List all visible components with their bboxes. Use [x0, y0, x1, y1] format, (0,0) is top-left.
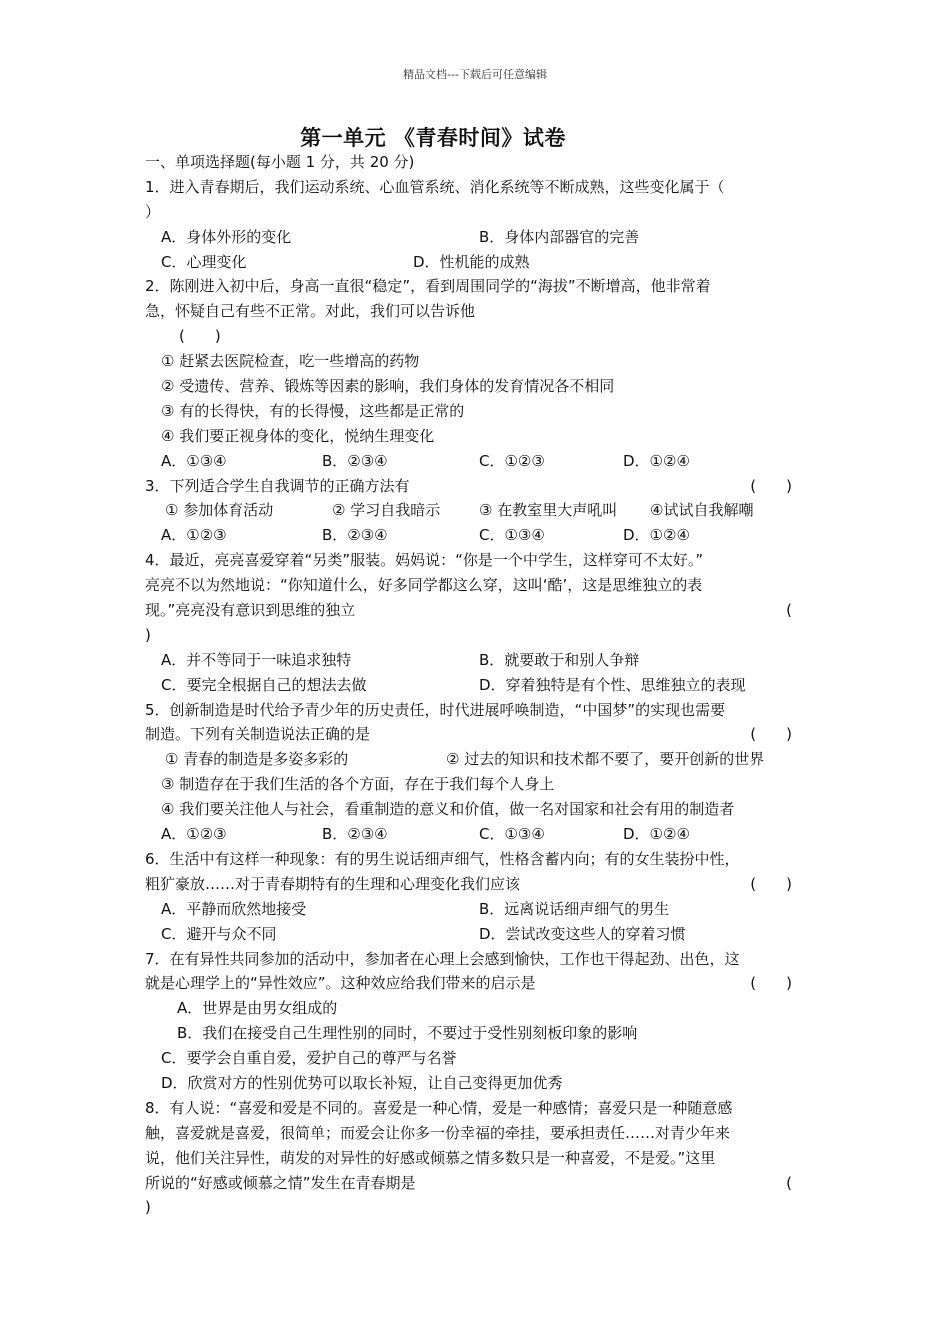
question-8-stem: 触，喜爱就是喜爱，很简单；而爱会让你多一份幸福的牵挂，要承担责任……对青少年来 — [145, 1123, 731, 1142]
page-header: 精品文档---下载后可任意编辑 — [403, 68, 547, 81]
q4-option-c: C．要完全根据自己的想法去做 — [161, 675, 367, 694]
answer-bracket: ( ) — [750, 874, 792, 893]
q2-statement-2: ② 受遗传、营养、锻炼等因素的影响，我们身体的发育情况各不相同 — [161, 377, 615, 396]
q5-statement-2: ② 过去的知识和技术都不要了，要开创新的世界 — [446, 750, 765, 769]
answer-bracket: ( ) — [179, 327, 221, 346]
q2-option-d: D．①②④ — [623, 451, 690, 470]
answer-bracket-open: ( — [786, 601, 792, 620]
q1-option-b: B．身体内部器官的完善 — [479, 227, 640, 246]
q3-option-b: B．②③④ — [322, 526, 388, 545]
q7-option-c: C．要学会自重自爱，爱护自己的尊严与名誉 — [161, 1049, 457, 1068]
question-4-stem: 亮亮不以为然地说：“你知道什么，好多同学都这么穿，这叫‘酷’，这是思维独立的表 — [145, 576, 703, 595]
q7-option-d: D．欣赏对方的性别优势可以取长补短，让自己变得更加优秀 — [161, 1073, 563, 1092]
question-4-options-row — [145, 673, 810, 698]
section-heading: 一、单项选择题(每小题 1 分，共 20 分) — [145, 153, 415, 171]
question-6-options-row — [145, 922, 810, 947]
question-6-stem — [145, 872, 810, 897]
question-4-stem: 4．最近，亮亮喜爱穿着“另类”服装。妈妈说：“你是一个中学生，这样穿可不太好。” — [145, 551, 704, 570]
q4-option-d: D．穿着独特是有个性、思维独立的表现 — [479, 675, 746, 694]
q5-statement-4: ④ 我们要关注他人与社会，看重制造的意义和价值，做一名对国家和社会有用的制造者 — [161, 800, 735, 819]
question-1-options-row — [145, 250, 810, 275]
q5-option-b: B．②③④ — [322, 825, 388, 844]
q6-option-c: C．避开与众不同 — [161, 924, 277, 943]
question-4-options-row — [145, 648, 810, 673]
q3-stem-text: 3．下列适合学生自我调节的正确方法有 — [145, 476, 410, 495]
question-8-stem: 8．有人说：“喜爱和爱是不同的。喜爱是一种心情，爱是一种感情；喜爱只是一种随意感 — [145, 1098, 733, 1117]
question-2-stem: 2．陈刚进入初中后，身高一直很“稳定”，看到周围同学的“海拔”不断增高，他非常着 — [145, 277, 711, 296]
q8-stem-text: 所说的“好感或倾慕之情”发生在青春期是 — [145, 1173, 416, 1192]
answer-bracket: ( ) — [750, 476, 792, 495]
q5-option-c: C．①③④ — [479, 825, 545, 844]
question-2-options-row — [145, 449, 810, 474]
q3-option-d: D．①②④ — [623, 526, 690, 545]
q4-option-a: A．并不等同于一味追求独特 — [161, 650, 352, 669]
q2-statement-3: ③ 有的长得快，有的长得慢，这些都是正常的 — [161, 401, 465, 420]
answer-bracket-close: ) — [145, 625, 151, 644]
question-1-stem: 1．进入青春期后，我们运动系统、心血管系统、消化系统等不断成熟，这些变化属于（ — [145, 177, 725, 196]
page-title: 第一单元 《青春时间》试卷 — [300, 126, 566, 150]
q2-statement-1: ① 赶紧去医院检查，吃一些增高的药物 — [161, 352, 420, 371]
q3-statement-1: ① 参加体育活动 — [165, 501, 274, 520]
q3-option-a: A．①②③ — [161, 526, 227, 545]
q5-stem-text: 制造。下列有关制造说法正确的是 — [145, 725, 371, 744]
answer-bracket-open: ( — [786, 1173, 792, 1192]
q5-statement-1: ① 青春的制造是多姿多彩的 — [165, 750, 349, 769]
q4-option-b: B．就要敢于和别人争辩 — [479, 650, 640, 669]
question-5-stem — [145, 722, 810, 747]
question-3-statements-row — [145, 498, 810, 523]
q2-option-a: A．①③④ — [161, 451, 227, 470]
q6-option-a: A．平静而欣然地接受 — [161, 899, 307, 918]
q6-option-d: D．尝试改变这些人的穿着习惯 — [479, 924, 686, 943]
q3-statement-3: ③ 在教室里大声吼叫 — [479, 501, 618, 520]
question-4-stem — [145, 598, 810, 623]
q2-option-c: C．①②③ — [479, 451, 545, 470]
question-7-stem — [145, 971, 810, 996]
answer-bracket-close: ) — [145, 1198, 151, 1217]
q5-option-d: D．①②④ — [623, 825, 690, 844]
q7-option-b: B．我们在接受自己生理性别的同时，不要过于受性别刻板印象的影响 — [177, 1024, 638, 1043]
question-5-options-row — [145, 822, 810, 847]
q3-statement-4: ④试试自我解嘲 — [650, 501, 754, 520]
question-1-options-row — [145, 225, 810, 250]
q7-stem-text: 就是心理学上的“异性效应”。这种效应给我们带来的启示是 — [145, 974, 536, 993]
question-3-options-row — [145, 523, 810, 548]
q6-stem-text: 粗犷豪放……对于青春期特有的生理和心理变化我们应该 — [145, 874, 521, 893]
q4-stem-text: 现。”亮亮没有意识到思维的独立 — [145, 601, 356, 620]
question-8-stem — [145, 1171, 810, 1196]
question-3-stem — [145, 474, 810, 499]
question-7-stem: 7．在有异性共同参加的活动中，参加者在心理上会感到愉快，工作也干得起劲、出色，这 — [145, 949, 740, 968]
q1-option-a: A．身体外形的变化 — [161, 227, 292, 246]
answer-bracket: ( ) — [750, 974, 792, 993]
exam-content — [145, 150, 810, 1220]
q3-statement-2: ② 学习自我暗示 — [332, 501, 441, 520]
question-5-statements-row — [145, 747, 810, 772]
q6-option-b: B．远离说话细声细气的男生 — [479, 899, 670, 918]
q7-option-a: A．世界是由男女组成的 — [177, 999, 338, 1018]
question-8-stem: 说，他们关注异性，萌发的对异性的好感或倾慕之情多数只是一种喜爱，不是爱。”这里 — [145, 1148, 716, 1167]
question-6-stem: 6．生活中有这样一种现象：有的男生说话细声细气，性格含蓄内向；有的女生装扮中性， — [145, 849, 740, 868]
question-5-stem: 5．创新制造是时代给予青少年的历史责任，时代进展呼唤制造，“中国梦”的实现也需要 — [145, 700, 726, 719]
q1-option-c: C．心理变化 — [161, 252, 247, 271]
question-2-stem: 急，怀疑自己有些不正常。对此，我们可以告诉他 — [145, 302, 476, 321]
question-1-stem-end: ） — [145, 202, 161, 221]
q2-statement-4: ④ 我们要正视身体的变化，悦纳生理变化 — [161, 426, 435, 445]
q2-option-b: B．②③④ — [322, 451, 388, 470]
q3-option-c: C．①③④ — [479, 526, 545, 545]
answer-bracket: ( ) — [750, 725, 792, 744]
q5-statement-3: ③ 制造存在于我们生活的各个方面，存在于我们每个人身上 — [161, 775, 555, 794]
q5-option-a: A．①②③ — [161, 825, 227, 844]
q1-option-d: D．性机能的成熟 — [413, 252, 530, 271]
question-6-options-row — [145, 897, 810, 922]
